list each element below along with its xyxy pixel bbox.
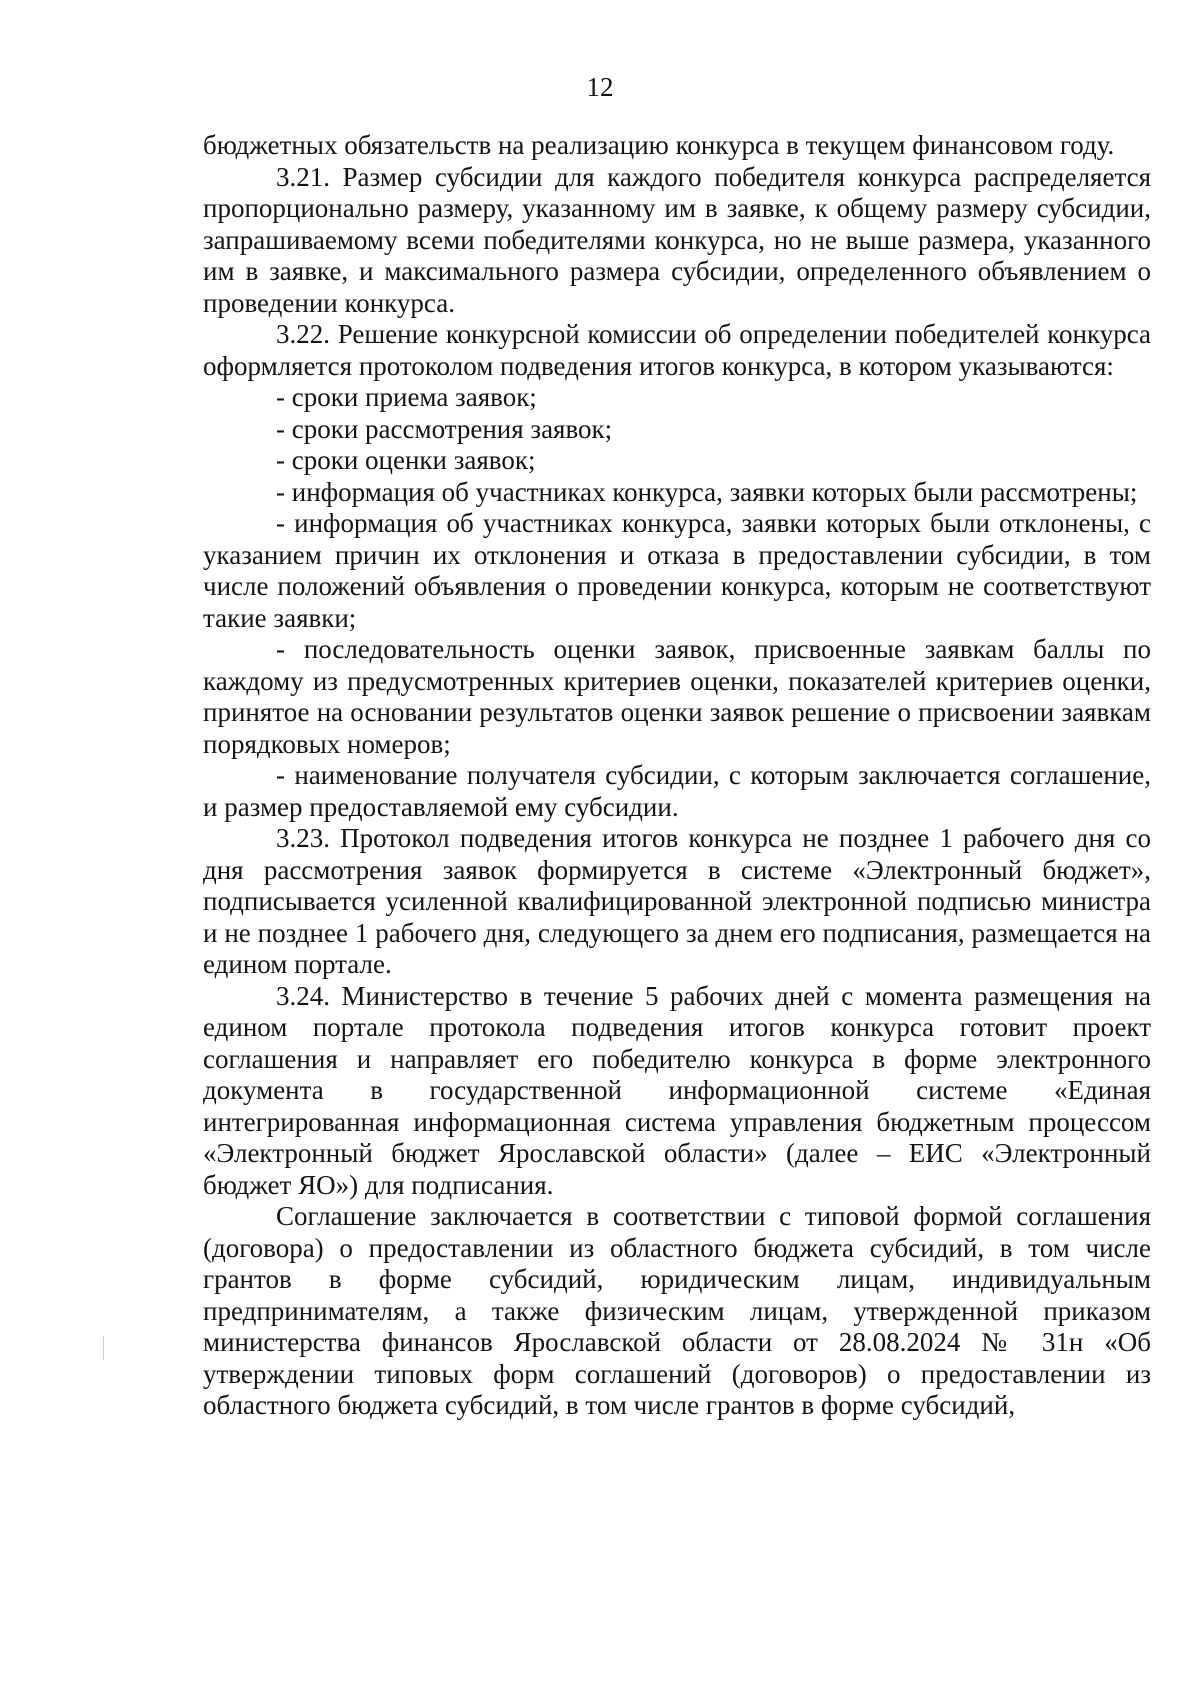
paragraph-3-24: 3.24. Министерство в течение 5 рабочих дней с момента размещения на едином портале протокола подведения итогов конкурса готовит проект соглашения и направляет его победителю конкурса в форме электронного документа в государственной информационной системе «Единая интегрированная информационная система управления бюджетным процессом «Электронный бюджет Ярославской области» (далее – ЕИС «Электронный бюджет ЯО») для подписания. <box>203 980 1151 1200</box>
paragraph-agreement: Соглашение заключается в соответствии с типовой формой соглашения (договора) о предоставлении из областного бюджета субсидий, в том числе грантов в форме субсидий, юридическим лицам, индивидуальным предпринимателям, а также физическим лицам, утвержденной приказом министерства финансов Ярославской области от 28.08.2024 № 31н «Об утверждении типовых форм соглашений (договоров) о предоставлении из областного бюджета субсидий, в том числе грантов в форме субсидий, <box>203 1201 1151 1420</box>
list-item-evaluation-sequence: - последовательность оценки заявок, присвоенные заявкам баллы по каждому из предусмотренных критериев оценки, показателей критериев оценки, принятое на основании результатов оценки заявок решение о присвоении заявкам порядковых номеров; <box>203 634 1151 759</box>
list-item-rejected-participants: - информация об участниках конкурса, заявки которых были отклонены, с указанием причин их отклонения и отказа в предоставлении субсидии, в том числе положений объявления о проведении конкурса, которым не соответствуют такие заявки; <box>203 508 1151 633</box>
list-item-application-acceptance-terms: - сроки приема заявок; <box>276 382 537 412</box>
list-item-recipient-name: - наименование получателя субсидии, с которым заключается соглашение, и размер предоставляемой ему субсидии. <box>203 760 1151 822</box>
page-number: 12 <box>586 72 614 102</box>
document-body <box>203 130 1151 1422</box>
paragraph-3-22: 3.22. Решение конкурсной комиссии об определении победителей конкурса оформляется протоколом подведения итогов конкурса, в котором указываются: <box>203 319 1151 381</box>
paragraph-continuation: бюджетных обязательств на реализацию конкурса в текущем финансовом году. <box>203 130 1115 160</box>
list-item-evaluation-terms: - сроки оценки заявок; <box>276 445 536 475</box>
list-item-review-terms: - сроки рассмотрения заявок; <box>276 413 613 444</box>
scan-margin-mark <box>103 1336 104 1360</box>
paragraph-3-21: 3.21. Размер субсидии для каждого победителя конкурса распределяется пропорционально размеру, указанному им в заявке, к общему размеру субсидии, запрашиваемому всеми победителями конкурса, но не выше размера, указанного им в заявке, и максимального размера субсидии, определенного объявлением о проведении конкурса. <box>203 161 1151 318</box>
paragraph-3-23: 3.23. Протокол подведения итогов конкурса не позднее 1 рабочего дня со дня рассмотрения заявок формируется в системе «Электронный бюджет», подписывается усиленной квалифицированной электронной подписью министра и не позднее 1 рабочего дня, следующего за днем его подписания, размещается на едином портале. <box>203 823 1151 979</box>
list-item-reviewed-participants: - информация об участниках конкурса, заявки которых были рассмотрены; <box>276 476 1138 507</box>
